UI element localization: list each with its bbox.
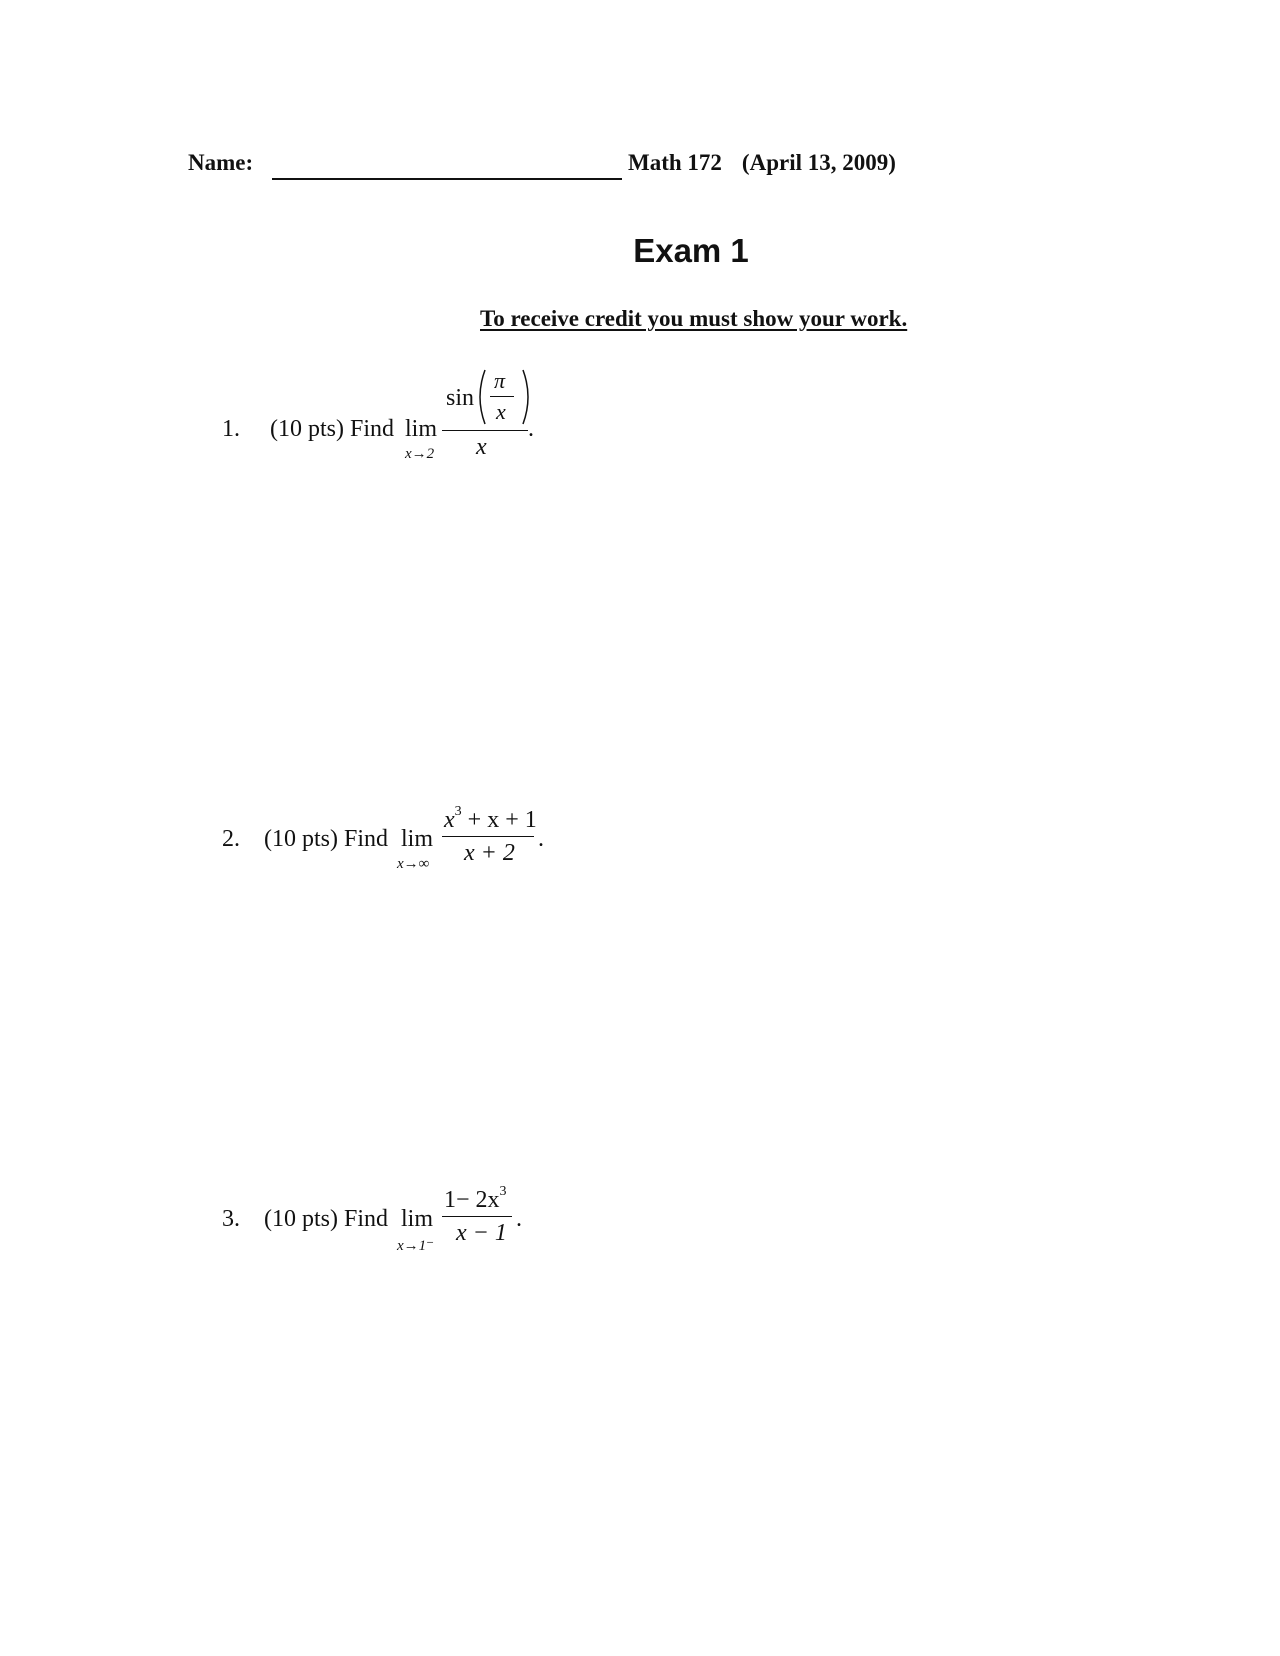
problem-points: (10 pts) Find xyxy=(264,826,389,852)
period: . xyxy=(528,416,534,442)
inner-fraction-bar xyxy=(490,396,514,397)
lim-operator: lim xyxy=(405,416,438,442)
sin-function: sin xyxy=(446,385,475,411)
problem-number: 1. xyxy=(222,416,240,442)
fraction-bar xyxy=(442,1216,512,1217)
numerator: $1- 2x^3$ xyxy=(444,1184,507,1213)
course-date xyxy=(628,150,896,176)
denominator: x − 1 xyxy=(456,1220,507,1246)
instruction-text: To receive credit you must show your work. xyxy=(480,306,908,331)
problem-number: 2. xyxy=(222,826,240,852)
period: . xyxy=(538,826,544,852)
denominator: x + 2 xyxy=(464,840,515,866)
problem-3-prompt xyxy=(222,1206,388,1233)
fraction-bar xyxy=(442,836,534,837)
course-name: Math 172 xyxy=(628,150,722,175)
inner-denominator: x xyxy=(496,399,506,424)
inner-numerator: π xyxy=(494,368,506,393)
main-fraction-bar xyxy=(442,430,528,431)
numerator: $x^3 + x + 1$ xyxy=(444,804,537,833)
exam-date: (April 13, 2009) xyxy=(741,150,896,175)
lim-operator: lim xyxy=(401,826,434,852)
problem-number: 3. xyxy=(222,1206,240,1232)
problem-2-prompt xyxy=(222,826,388,853)
name-label: Name: xyxy=(188,150,254,175)
main-denominator: x xyxy=(476,434,487,460)
lim-subscript: x→∞ xyxy=(397,856,430,872)
lim-subscript: x→2 xyxy=(405,446,435,462)
problem-points: (10 pts) Find xyxy=(270,416,395,442)
period: . xyxy=(516,1206,522,1232)
lim-operator: lim xyxy=(401,1206,434,1232)
problem-1-prompt xyxy=(222,416,394,443)
name-blank-line xyxy=(272,178,622,180)
lim-subscript: x→1⁻ xyxy=(397,1238,435,1254)
exam-title: Exam 1 xyxy=(633,232,749,269)
problem-points: (10 pts) Find xyxy=(264,1206,389,1232)
